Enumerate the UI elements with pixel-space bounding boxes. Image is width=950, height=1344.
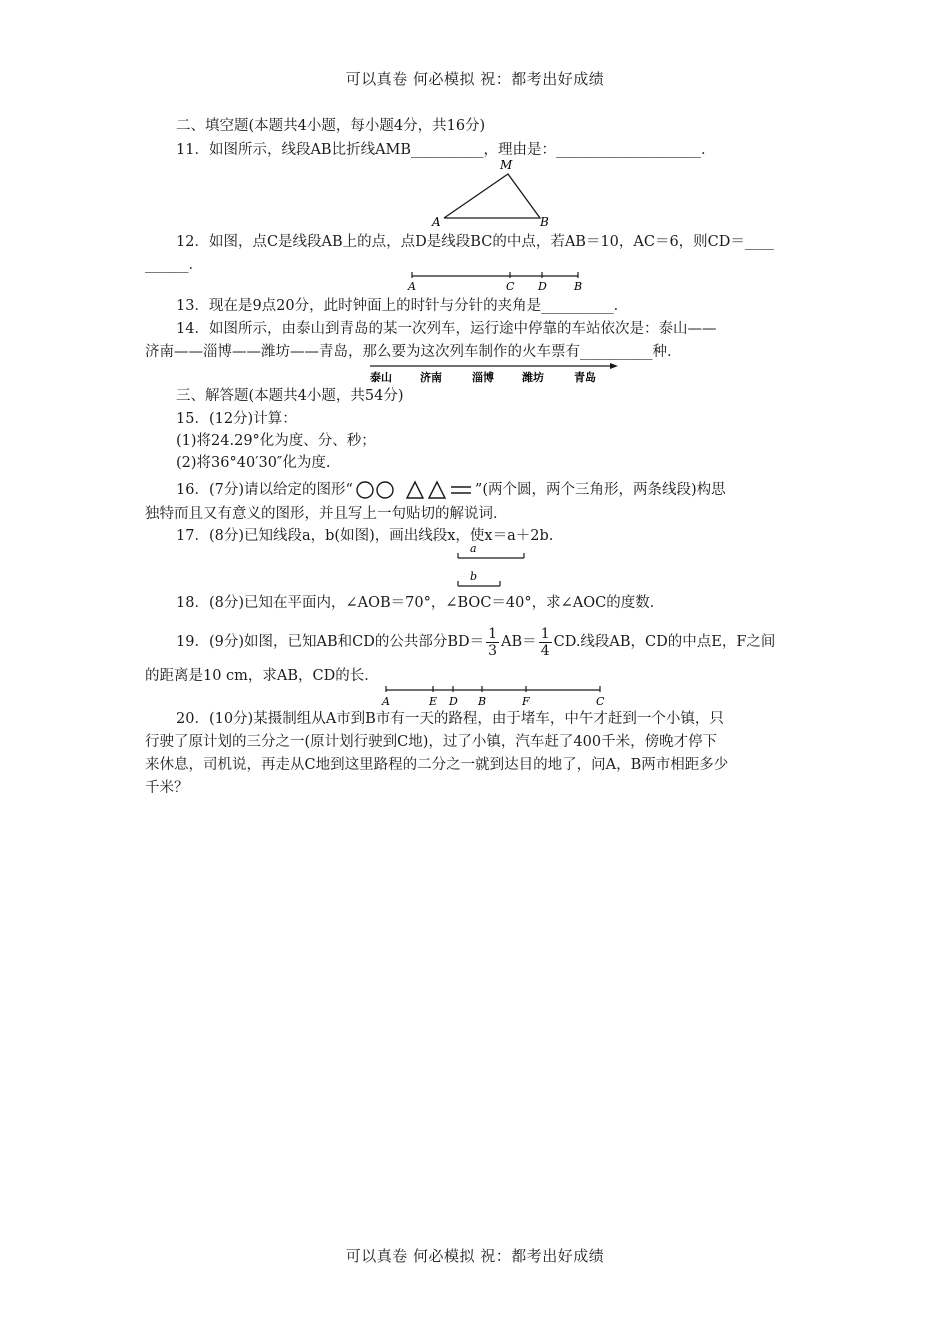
q16-shapes-figure xyxy=(355,479,473,501)
question-16-text-a: 16．(7分)请以给定的图形“ xyxy=(176,482,353,498)
question-14-line1: 14．如图所示，由泰山到青岛的某一次列车，运行途中停靠的车站依次是：泰山—— xyxy=(176,321,717,337)
q17-label-b: b xyxy=(470,570,478,583)
q14-station-2: 济南 xyxy=(420,371,442,384)
fraction-numerator: 1 xyxy=(488,625,498,642)
question-15-part-1: (1)将24.29°化为度、分、秒； xyxy=(176,433,376,449)
fraction-one-third xyxy=(486,626,499,659)
triangle-icon xyxy=(407,482,423,498)
q17-segments-figure xyxy=(452,542,532,592)
question-20-line4: 千米？ xyxy=(145,780,189,796)
q19-label-a: A xyxy=(382,695,390,708)
fraction-denominator: 3 xyxy=(488,642,498,659)
question-16-line2: 独特而且又有意义的图形，并且写上一句贴切的解说词． xyxy=(145,506,508,522)
question-13: 13．现在是9点20分，此时钟面上的时针与分针的夹角是__________． xyxy=(176,298,629,314)
question-15: 15．(12分)计算： xyxy=(176,411,297,427)
question-19-text-b: AB＝ xyxy=(501,634,537,650)
fraction-numerator: 1 xyxy=(540,625,550,642)
triangle-icon xyxy=(429,482,445,498)
question-20-line1: 20．(10分)某摄制组从A市到B市有一天的路程，由于堵车，中午才赶到一个小镇，只 xyxy=(176,711,724,727)
q11-label-a: A xyxy=(432,215,441,228)
q12-label-b: B xyxy=(574,280,583,293)
page-footer: 可以真卷 何必模拟 祝：都考出好成绩 xyxy=(345,1247,605,1265)
circle-icon xyxy=(377,482,393,498)
q12-segment-figure xyxy=(400,268,590,294)
q11-label-m: M xyxy=(500,158,513,172)
fraction-one-fourth xyxy=(539,626,552,659)
q19-segment-figure xyxy=(378,683,606,709)
section-2-title: 二、填空题(本题共4小题，每小题4分，共16分) xyxy=(176,118,486,134)
q12-label-d: D xyxy=(538,280,547,293)
q12-label-a: A xyxy=(408,280,416,293)
q14-route-figure xyxy=(362,361,622,387)
question-12-line1: 12．如图，点C是线段AB上的点，点D是线段BC的中点，若AB＝10，AC＝6，则CD＝____ xyxy=(176,234,774,250)
q19-label-c: C xyxy=(596,695,605,708)
q14-station-5: 青岛 xyxy=(574,371,596,384)
q11-label-b: B xyxy=(540,215,549,228)
question-20-line2: 行驶了原计划的三分之一(原计划行驶到C地)，过了小镇，汽车赶了400千米，傍晚才停下 xyxy=(145,734,718,750)
question-19-line2: 的距离是10 cm，求AB，CD的长． xyxy=(145,668,379,684)
q12-label-c: C xyxy=(506,280,515,293)
q14-station-4: 潍坊 xyxy=(522,371,544,384)
q19-label-d: D xyxy=(449,695,458,708)
question-11: 11．如图所示，线段AB比折线AMB__________，理由是：____________________． xyxy=(176,142,716,158)
question-20-line3: 来休息，司机说，再走从C地到这里路程的二分之一就到达目的地了，问A，B两市相距多少 xyxy=(145,757,729,773)
q19-label-e: E xyxy=(429,695,438,708)
q14-station-1: 泰山 xyxy=(370,371,392,384)
page-header: 可以真卷 何必模拟 祝：都考出好成绩 xyxy=(345,70,605,88)
section-3-title: 三、解答题(本题共4小题，共54分) xyxy=(176,388,404,404)
question-19-line1 xyxy=(176,624,775,660)
q11-triangle-figure xyxy=(428,156,558,228)
q17-label-a: a xyxy=(470,542,477,555)
q19-label-b: B xyxy=(478,695,487,708)
question-12-line2: ______． xyxy=(145,257,203,273)
question-16-line1 xyxy=(176,479,726,501)
question-14-line2: 济南——淄博——潍坊——青岛，那么要为这次列车制作的火车票有__________种． xyxy=(145,344,682,360)
question-18: 18．(8分)已知在平面内，∠AOB＝70°，∠BOC＝40°，求∠AOC的度数． xyxy=(176,595,665,611)
fraction-denominator: 4 xyxy=(540,642,550,659)
q19-label-f: F xyxy=(522,695,530,708)
question-16-text-b: ”(两个圆，两个三角形，两条线段)构思 xyxy=(474,482,726,498)
question-17: 17．(8分)已知线段a，b(如图)，画出线段x，使x＝a＋2b. xyxy=(176,528,554,544)
q14-station-3: 淄博 xyxy=(472,371,494,384)
question-19-text-a: 19．(9分)如图，已知AB和CD的公共部分BD＝ xyxy=(176,634,485,650)
circle-icon xyxy=(357,482,373,498)
question-19-text-c: CD.线段AB，CD的中点E，F之间 xyxy=(553,634,776,650)
question-15-part-2: (2)将36°40′30″化为度. xyxy=(176,455,331,471)
